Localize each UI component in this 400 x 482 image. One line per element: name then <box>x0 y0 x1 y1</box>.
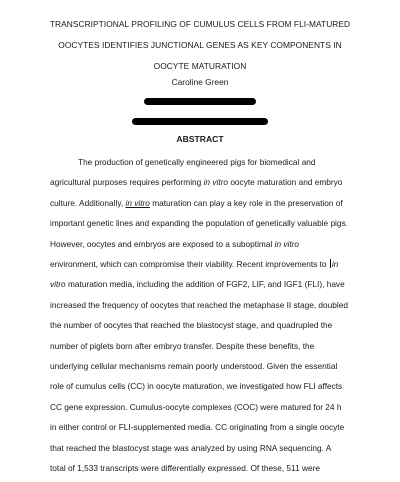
title-line-1: TRANSCRIPTIONAL PROFILING OF CUMULUS CELLS FROM FLI-MATURED <box>49 19 351 29</box>
abstract-line: vitro maturation media, including the addition of FGF2, LIF, and IGF1 (FLI), have <box>50 279 345 290</box>
abstract-line: However, oocytes and embryos are exposed to a suboptimal in vitro <box>50 238 300 249</box>
text-cursor <box>330 259 331 268</box>
abstract-line: number of piglets born after embryo transfer. Despite these benefits, the <box>50 340 315 351</box>
abstract-line: underlying cellular mechanisms remain poorly understood. Given the essential <box>50 361 338 372</box>
redaction-bar-2 <box>132 118 268 125</box>
abstract-line: culture. Additionally, in vitro maturation can play a key role in the preservation of <box>50 197 343 208</box>
abstract-line: agricultural purposes requires performing in vitro oocyte maturation and embryo <box>50 177 343 188</box>
abstract-line: in either control or FLI-supplemented media. CC originating from a single oocyte <box>50 422 345 433</box>
title-line-2: OOCYTES IDENTIFIES JUNCTIONAL GENES AS KEY COMPONENTS IN <box>58 40 342 50</box>
author-name: Caroline Green <box>171 77 229 87</box>
abstract-line: environment, which can compromise their viability. Recent improvements to in <box>50 259 339 270</box>
abstract-heading: ABSTRACT <box>176 134 224 144</box>
abstract-line: increased the frequency of oocytes that reached the metaphase II stage, doubled <box>50 299 348 310</box>
abstract-line: important genetic lines and expanding the population of genetically valuable pigs. <box>50 218 348 229</box>
redaction-bar-1 <box>144 98 256 105</box>
paper-title <box>0 14 400 77</box>
abstract-line: that reached the blastocyst stage was analyzed by using RNA sequencing. A <box>50 442 332 453</box>
abstract-line: the number of oocytes that reached the blastocyst stage, and quadrupled the <box>50 320 333 331</box>
abstract-line: CC gene expression. Cumulus-oocyte complexes (COC) were matured for 24 h <box>50 401 342 412</box>
abstract-body <box>50 152 370 479</box>
abstract-line: The production of genetically engineered pigs for biomedical and <box>78 157 316 167</box>
abstract-line: total of 1,533 transcripts were differentially expressed. Of these, 511 were <box>50 463 320 474</box>
title-line-3: OOCYTE MATURATION <box>153 61 247 71</box>
abstract-line: role of cumulus cells (CC) in oocyte maturation, we investigated how FLI affects <box>50 381 343 392</box>
